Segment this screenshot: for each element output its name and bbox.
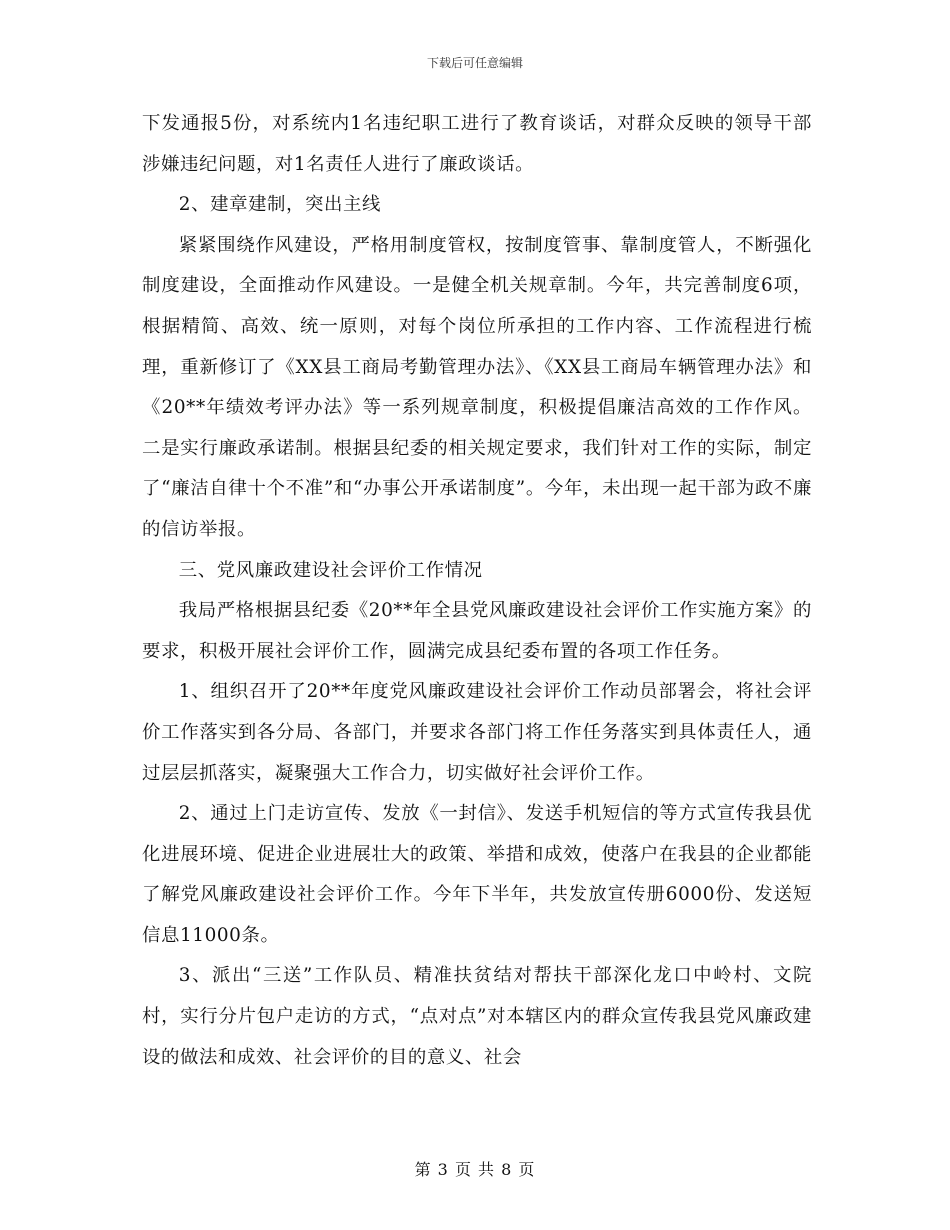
paragraph-social-evaluation-intro: 我局严格根据县纪委《20**年全县党风廉政建设社会评价工作实施方案》的要求，积极开展社会评价工作，圆满完成县纪委布置的各项工作任务。 (142, 600, 812, 662)
subheading-rules-system: 2、建章建制，突出主线 (178, 194, 382, 216)
paragraph-rules-system: 紧紧围绕作风建设，严格用制度管权，按制度管事、靠制度管人，不断强化制度建设，全面推动作风建设。一是健全机关规章制。今年，共完善制度6项，根据精简、高效、统一原则，对每个岗位所承担的工作内容、工作流程进行梳理，重新修订了《XX县工商局考勤管理办法》、《XX县工商局车辆管理办法》和《20**年绩效考评办法》等一系列规章制度，积极提倡廉洁高效的工作作风。二是实行廉政承诺制。根据县纪委的相关规定要求，我们针对工作的实际，制定了“廉洁自律十个不准”和“办事公开承诺制度”。今年，未出现一起干部为政不廉的信访举报。 (142, 234, 812, 540)
paragraph-item-3: 3、派出“三送”工作队员、精准扶贫结对帮扶干部深化龙口中岭村、文院村，实行分片包户走访的方式，“点对点”对本辖区内的群众宣传我县党风廉政建设的做法和成效、社会评价的目的意义、社会 (142, 965, 812, 1068)
paragraph-item-2: 2、通过上门走访宣传、发放《一封信》、发送手机短信的等方式宣传我县优化进展环境、促进企业进展壮大的政策、举措和成效，使落户在我县的企业都能了解党风廉政建设社会评价工作。今年下半年，共发放宣传册6000份、发送短信息11000条。 (142, 803, 812, 946)
page-header-note: 下载后可任意编辑 (426, 56, 523, 70)
section-heading-social-evaluation: 三、党风廉政建设社会评价工作情况 (178, 559, 483, 581)
document-body (142, 104, 812, 1078)
paragraph-continuation: 下发通报5份，对系统内1名违纪职工进行了教育谈话，对群众反映的领导干部涉嫌违纪问题，对1名责任人进行了廉政谈话。 (142, 113, 812, 175)
paragraph-item-1: 1、组织召开了20**年度党风廉政建设社会评价工作动员部署会，将社会评价工作落实到各分局、各部门，并要求各部门将工作任务落实到具体责任人，通过层层抓落实，凝聚强大工作合力，切实做好社会评价工作。 (142, 681, 812, 784)
page-number-footer: 第 3 页 共 8 页 (414, 1160, 536, 1179)
